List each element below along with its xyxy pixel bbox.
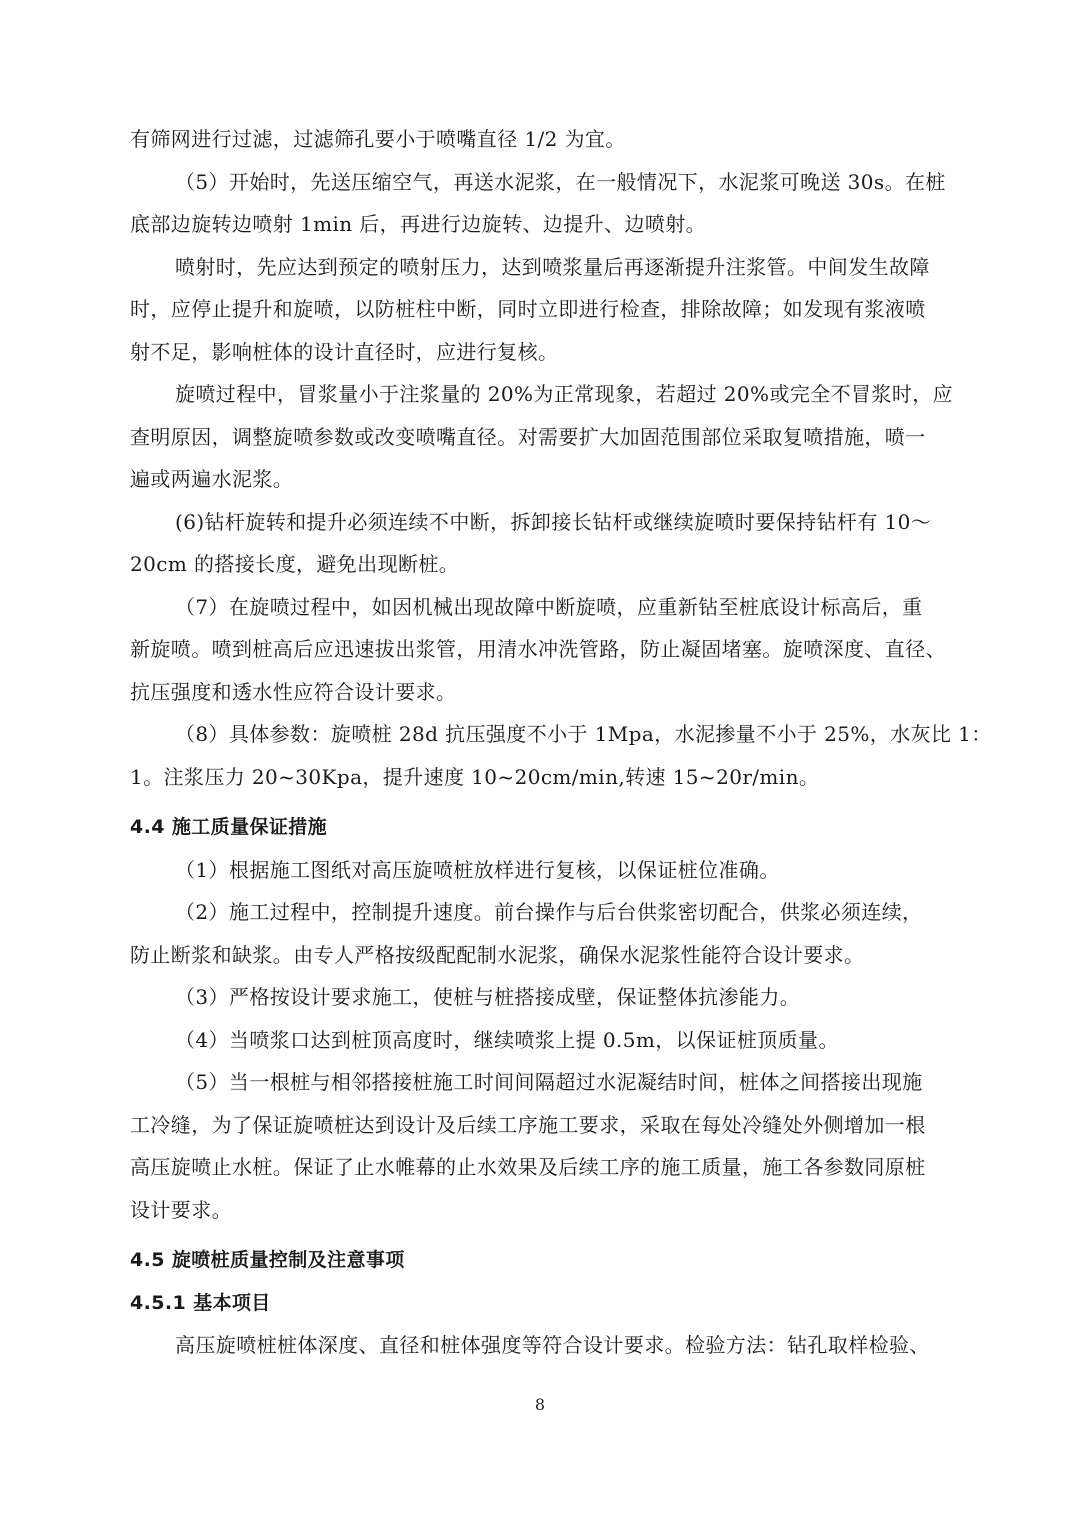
text-line-15: （8）具体参数：旋喷桩 28d 抗压强度不小于 1Mpa，水泥掺量不小于 25%，水灰比 1： <box>175 722 992 746</box>
text-line-22: （4）当喷浆口达到桩顶高度时，继续喷浆上提 0.5m，以保证桩顶质量。 <box>175 1027 839 1052</box>
text-line-19: （2）施工过程中，控制提升速度。前台操作与后台供浆密切配合，供浆必须连续， <box>175 900 923 924</box>
text-line-14: 抗压强度和透水性应符合设计要求。 <box>130 679 457 704</box>
text-line-23: （5）当一根桩与相邻搭接桩施工时间间隔超过水泥凝结时间，桩体之间搭接出现施 <box>175 1070 923 1094</box>
section-heading-4-5: 4.5 旋喷桩质量控制及注意事项 <box>130 1249 405 1271</box>
text-line-25: 高压旋喷止水桩。保证了止水帷幕的止水效果及后续工序的施工质量，施工各参数同原桩 <box>130 1155 926 1179</box>
text-line-9: 遍或两遍水泥浆。 <box>130 467 294 491</box>
text-line-5: 时，应停止提升和旋喷，以防桩柱中断，同时立即进行检查，排除故障；如发现有浆液喷 <box>130 297 926 321</box>
text-line-7: 旋喷过程中，冒浆量小于注浆量的 20%为正常现象，若超过 20%或完全不冒浆时，应 <box>175 382 954 406</box>
text-line-13: 新旋喷。喷到桩高后应迅速拔出浆管，用清水冲洗管路，防止凝固堵塞。旋喷深度、直径、 <box>130 637 946 661</box>
text-line-18: （1）根据施工图纸对高压旋喷桩放样进行复核，以保证桩位准确。 <box>175 857 780 882</box>
text-line-20: 防止断浆和缺浆。由专人严格按级配配制水泥浆，确保水泥浆性能符合设计要求。 <box>130 942 865 967</box>
text-line-29: 高压旋喷桩桩体深度、直径和桩体强度等符合设计要求。检验方法：钻孔取样检验、 <box>175 1333 930 1357</box>
section-heading-4-4: 4.4 施工质量保证措施 <box>130 816 328 838</box>
text-line-11: 20cm 的搭接长度，避免出现断桩。 <box>130 552 460 576</box>
text-line-24: 工冷缝，为了保证旋喷桩达到设计及后续工序施工要求，采取在每处冷缝处外侧增加一根 <box>130 1112 926 1137</box>
text-line-6: 射不足，影响桩体的设计直径时，应进行复核。 <box>130 339 559 364</box>
text-line-26: 设计要求。 <box>130 1197 232 1222</box>
document-page <box>130 118 992 1367</box>
text-line-2: （5）开始时，先送压缩空气，再送水泥浆，在一般情况下，水泥浆可晚送 30s。在桩 <box>175 169 946 194</box>
subsection-heading-4-5-1: 4.5.1 基本项目 <box>130 1291 271 1314</box>
text-line-21: （3）严格按设计要求施工，使桩与桩搭接成壁，保证整体抗渗能力。 <box>175 985 801 1009</box>
page-number: 8 <box>534 1395 546 1414</box>
text-line-12: （7）在旋喷过程中，如因机械出现故障中断旋喷，应重新钻至桩底设计标高后，重 <box>175 594 923 619</box>
text-line-3: 底部边旋转边喷射 1min 后，再进行边旋转、边提升、边喷射。 <box>130 212 707 236</box>
text-line-4: 喷射时，先应达到预定的喷射压力，达到喷浆量后再逐渐提升注浆管。中间发生故障 <box>175 254 930 279</box>
text-line-10: (6)钻杆旋转和提升必须连续不中断，拆卸接长钻杆或继续旋喷时要保持钻杆有 10～ <box>175 509 932 534</box>
text-line-16: 1。注浆压力 20~30Kpa，提升速度 10~20cm/min,转速 15~20r/min。 <box>130 764 820 789</box>
text-line-1: 有筛网进行过滤，过滤筛孔要小于喷嘴直径 1/2 为宜。 <box>130 127 626 151</box>
text-line-8: 查明原因，调整旋喷参数或改变喷嘴直径。对需要扩大加固范围部位采取复喷措施，喷一 <box>130 424 926 449</box>
